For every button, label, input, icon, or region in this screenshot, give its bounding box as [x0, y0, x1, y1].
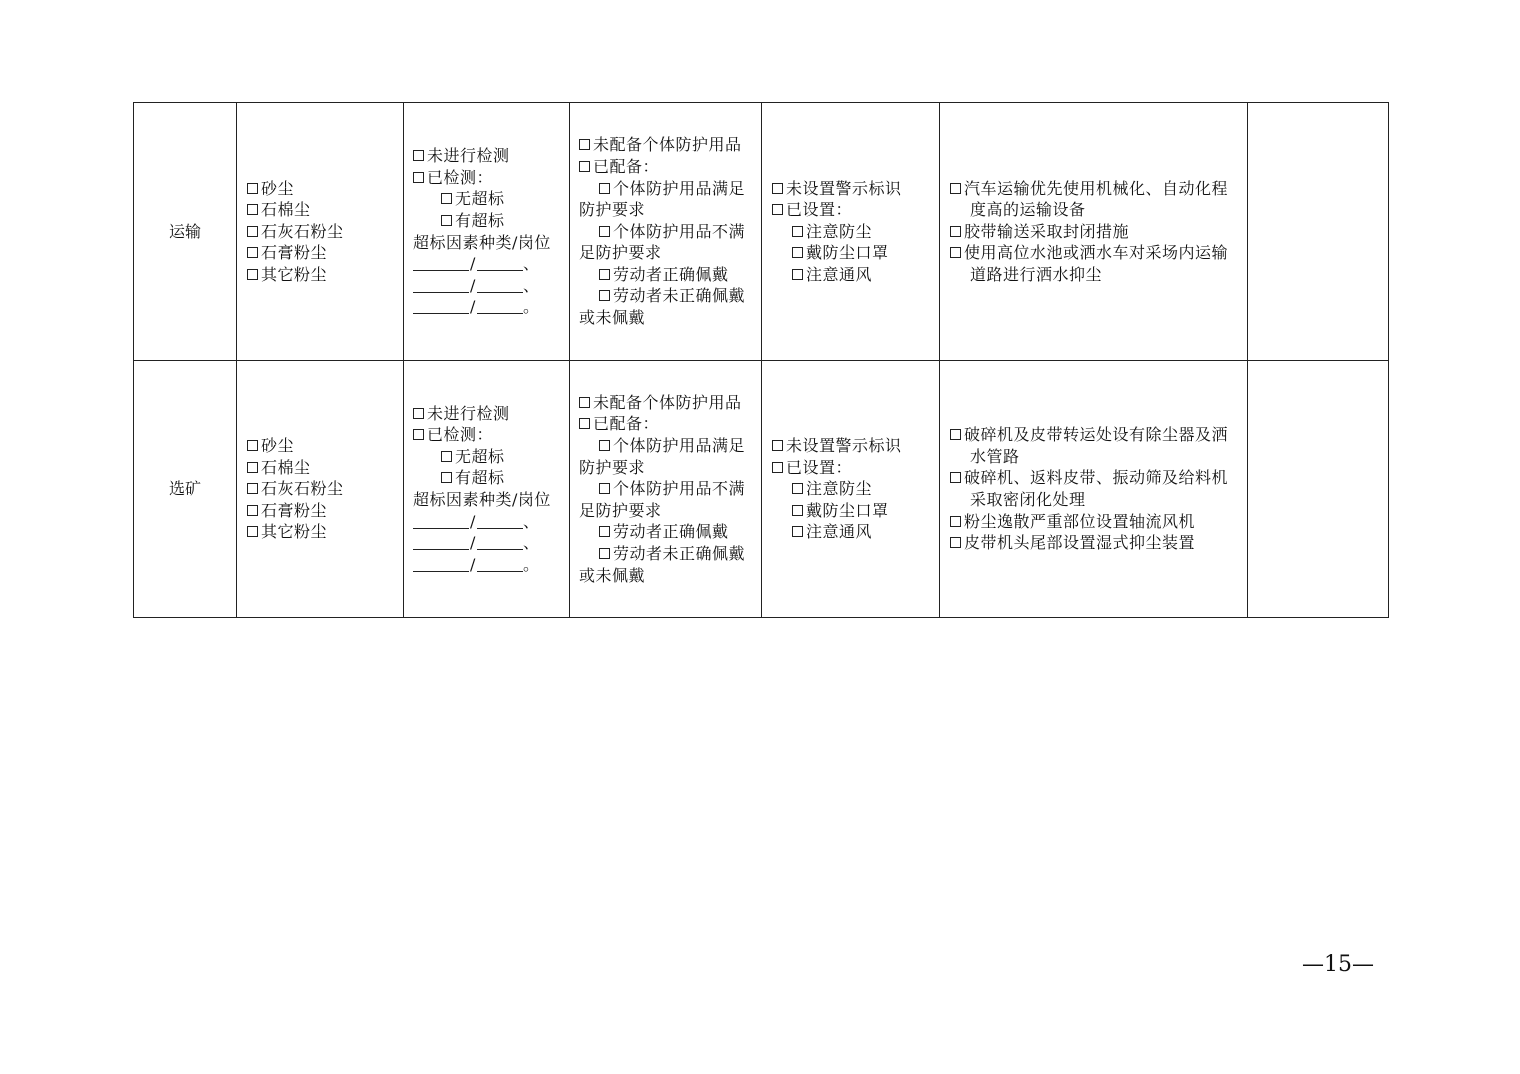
measure-option [950, 424, 1239, 467]
checkbox[interactable] [599, 226, 610, 237]
dust-option [247, 221, 395, 243]
warning-suboption-label: 戴防尘口罩 [806, 243, 889, 263]
detection-option [413, 145, 561, 167]
checkbox[interactable] [599, 483, 610, 494]
checkbox[interactable] [599, 290, 610, 301]
ppe-option-label: 已配备： [593, 414, 660, 434]
dust-option [247, 264, 395, 286]
warning-option-label: 未设置警示标识 [786, 436, 902, 456]
warning-option-label: 未设置警示标识 [786, 178, 902, 198]
ppe-suboption [579, 478, 753, 521]
slash: / [470, 275, 476, 295]
punct: 。 [523, 554, 540, 574]
checkbox[interactable] [413, 429, 424, 440]
dust-option-label: 石膏粉尘 [261, 243, 328, 263]
checkbox[interactable] [247, 269, 258, 280]
measure-option [950, 242, 1239, 285]
ppe-suboption-label: 劳动者正确佩戴 [613, 522, 729, 542]
checkbox[interactable] [772, 462, 783, 473]
warning-suboption-label: 注意防尘 [806, 479, 873, 499]
warning-sign-cell [762, 103, 940, 361]
checkbox[interactable] [441, 451, 452, 462]
detection-option-label: 未进行检测 [427, 403, 510, 423]
checkbox[interactable] [247, 440, 258, 451]
dust-type-cell [237, 361, 404, 618]
warning-suboption-label: 戴防尘口罩 [806, 500, 889, 520]
warning-option [772, 457, 931, 479]
ppe-suboption [579, 543, 753, 586]
ppe-option [579, 392, 753, 414]
dust-option-label: 其它粉尘 [261, 264, 328, 284]
ppe-suboption-label: 个体防护用品不满足防护要求 [579, 479, 746, 520]
blank-field[interactable] [477, 277, 523, 293]
ppe-suboption [579, 221, 753, 264]
ppe-suboption [579, 435, 753, 478]
measure-option-label: 破碎机、返料皮带、振动筛及给料机采取密闭化处理 [964, 468, 1229, 509]
checkbox[interactable] [413, 172, 424, 183]
blank-field[interactable] [413, 277, 469, 293]
checkbox[interactable] [950, 472, 961, 483]
warning-suboption [772, 221, 931, 243]
process-name: 运输 [168, 221, 201, 241]
detection-suboption [413, 446, 561, 468]
checkbox[interactable] [950, 247, 961, 258]
dust-option-label: 其它粉尘 [261, 522, 328, 542]
blank-field[interactable] [477, 513, 523, 529]
detection-option-label: 已检测： [427, 425, 494, 445]
detection-suboption [413, 188, 561, 210]
warning-option [772, 199, 931, 221]
detection-suboption-label: 有超标 [455, 468, 505, 488]
blank-field[interactable] [413, 513, 469, 529]
ppe-suboption-label: 劳动者正确佩戴 [613, 264, 729, 284]
ppe-option-label: 未配备个体防护用品 [593, 392, 742, 412]
checkbox[interactable] [950, 537, 961, 548]
checkbox[interactable] [413, 150, 424, 161]
fill-in-line [413, 296, 561, 318]
dust-option [247, 457, 395, 479]
checkbox[interactable] [441, 472, 452, 483]
blank-field[interactable] [477, 255, 523, 271]
checkbox[interactable] [579, 139, 590, 150]
punct: 、 [523, 275, 540, 295]
dust-option [247, 435, 395, 457]
checkbox[interactable] [579, 397, 590, 408]
fill-in-line [413, 511, 561, 533]
detection-suboption-label: 无超标 [455, 189, 505, 209]
warning-sign-cell [762, 361, 940, 618]
ppe-option [579, 413, 753, 435]
dust-option [247, 242, 395, 264]
measure-option [950, 221, 1239, 243]
dust-option-label: 石灰石粉尘 [261, 221, 344, 241]
checkbox[interactable] [792, 483, 803, 494]
measure-option-label: 汽车运输优先使用机械化、自动化程度高的运输设备 [964, 178, 1229, 220]
slash: / [470, 511, 476, 531]
fill-in-line [413, 532, 561, 554]
punct: 、 [523, 533, 540, 553]
dust-option-label: 石棉尘 [261, 200, 311, 220]
dust-option-label: 石膏粉尘 [261, 500, 328, 520]
checkbox[interactable] [247, 526, 258, 537]
checkbox[interactable] [247, 462, 258, 473]
measures-cell [940, 361, 1248, 618]
checkbox[interactable] [772, 183, 783, 194]
ppe-suboption-label: 劳动者未正确佩戴或未佩戴 [579, 543, 746, 585]
slash: / [470, 297, 476, 317]
measures-cell [940, 103, 1248, 361]
blank-field[interactable] [477, 556, 523, 572]
dust-option-label: 砂尘 [261, 436, 295, 456]
blank-field[interactable] [413, 298, 469, 314]
checkbox[interactable] [441, 193, 452, 204]
dust-option [247, 178, 395, 200]
checkbox[interactable] [441, 215, 452, 226]
fill-in-line [413, 275, 561, 297]
measure-option-label: 粉尘逸散严重部位设置轴流风机 [964, 511, 1196, 531]
checkbox[interactable] [792, 269, 803, 280]
dust-option-label: 石灰石粉尘 [261, 479, 344, 499]
checkbox[interactable] [599, 548, 610, 559]
checkbox[interactable] [599, 183, 610, 194]
dust-option [247, 478, 395, 500]
blank-field[interactable] [413, 534, 469, 550]
warning-option [772, 435, 931, 457]
warning-suboption-label: 注意通风 [806, 264, 873, 284]
process-name: 选矿 [168, 479, 201, 499]
dust-option [247, 500, 395, 522]
checkbox[interactable] [599, 440, 610, 451]
detection-cell [404, 361, 570, 618]
checkbox[interactable] [792, 526, 803, 537]
remark-cell[interactable] [1248, 361, 1389, 618]
detection-option-label: 未进行检测 [427, 146, 510, 166]
process-cell [134, 361, 237, 618]
measure-option [950, 532, 1239, 554]
slash: / [470, 533, 476, 553]
process-cell [134, 103, 237, 361]
punct: 。 [523, 297, 540, 317]
checkbox[interactable] [247, 226, 258, 237]
ppe-suboption-label: 个体防护用品不满足防护要求 [579, 221, 746, 263]
checkbox[interactable] [247, 204, 258, 215]
detection-suboption [413, 210, 561, 232]
checkbox[interactable] [772, 440, 783, 451]
detection-suboption [413, 467, 561, 489]
fill-in-line [413, 253, 561, 275]
warning-option-label: 已设置： [786, 457, 853, 477]
ppe-suboption-label: 个体防护用品满足防护要求 [579, 178, 746, 220]
measure-option [950, 467, 1239, 510]
warning-suboption [772, 242, 931, 264]
factor-label: 超标因素种类/岗位 [413, 490, 551, 509]
dust-option [247, 199, 395, 221]
checkbox[interactable] [579, 418, 590, 429]
ppe-suboption-label: 劳动者未正确佩戴或未佩戴 [579, 286, 746, 328]
remark-cell[interactable] [1248, 103, 1389, 361]
detection-cell [404, 103, 570, 361]
ppe-option [579, 156, 753, 178]
checkbox[interactable] [247, 247, 258, 258]
fill-in-line [413, 554, 561, 576]
warning-suboption-label: 注意通风 [806, 522, 873, 542]
detection-option [413, 167, 561, 189]
detection-option [413, 424, 561, 446]
checkbox[interactable] [950, 183, 961, 194]
measure-option [950, 178, 1239, 221]
blank-field[interactable] [413, 255, 469, 271]
warning-suboption-label: 注意防尘 [806, 221, 873, 241]
checkbox[interactable] [950, 429, 961, 440]
ppe-option-label: 未配备个体防护用品 [593, 135, 742, 155]
warning-option-label: 已设置： [786, 200, 853, 220]
dust-type-cell [237, 103, 404, 361]
dust-hazard-table [133, 102, 1389, 618]
punct: 、 [523, 511, 540, 531]
warning-suboption [772, 521, 931, 543]
measure-option-label: 皮带机头尾部设置湿式抑尘装置 [964, 533, 1196, 553]
blank-field[interactable] [477, 534, 523, 550]
page-number: —15— [1302, 952, 1374, 977]
checkbox[interactable] [950, 226, 961, 237]
ppe-suboption [579, 178, 753, 221]
warning-suboption [772, 500, 931, 522]
ppe-suboption-label: 个体防护用品满足防护要求 [579, 436, 746, 477]
ppe-cell [570, 103, 762, 361]
ppe-option [579, 134, 753, 156]
table-row-beneficiation [134, 361, 1389, 618]
blank-field[interactable] [413, 556, 469, 572]
checkbox[interactable] [792, 505, 803, 516]
ppe-suboption [579, 285, 753, 328]
checkbox[interactable] [599, 269, 610, 280]
checkbox[interactable] [413, 408, 424, 419]
checkbox[interactable] [247, 505, 258, 516]
ppe-suboption [579, 521, 753, 543]
checkbox[interactable] [247, 483, 258, 494]
detection-option-label: 已检测： [427, 167, 494, 187]
measure-option-label: 使用高位水池或洒水车对采场内运输道路进行洒水抑尘 [964, 243, 1229, 284]
measure-option [950, 511, 1239, 533]
detection-option [413, 403, 561, 425]
checkbox[interactable] [599, 526, 610, 537]
checkbox[interactable] [247, 183, 258, 194]
checkbox[interactable] [579, 161, 590, 172]
ppe-cell [570, 361, 762, 618]
dust-option-label: 石棉尘 [261, 457, 311, 477]
slash: / [470, 254, 476, 274]
checkbox[interactable] [950, 516, 961, 527]
warning-suboption [772, 478, 931, 500]
checkbox[interactable] [772, 204, 783, 215]
warning-option [772, 178, 931, 200]
factor-label: 超标因素种类/岗位 [413, 232, 551, 252]
detection-suboption-label: 无超标 [455, 446, 505, 466]
punct: 、 [523, 254, 540, 274]
table-row-transport [134, 103, 1389, 361]
detection-suboption-label: 有超标 [455, 210, 505, 230]
measure-option-label: 胶带输送采取封闭措施 [964, 221, 1130, 241]
ppe-suboption [579, 264, 753, 286]
slash: / [470, 554, 476, 574]
dust-option [247, 521, 395, 543]
measure-option-label: 破碎机及皮带转运处设有除尘器及洒水管路 [964, 425, 1229, 466]
dust-option-label: 砂尘 [261, 178, 295, 198]
warning-suboption [772, 264, 931, 286]
blank-field[interactable] [477, 298, 523, 314]
ppe-option-label: 已配备： [593, 156, 660, 176]
checkbox[interactable] [792, 247, 803, 258]
checkbox[interactable] [792, 226, 803, 237]
